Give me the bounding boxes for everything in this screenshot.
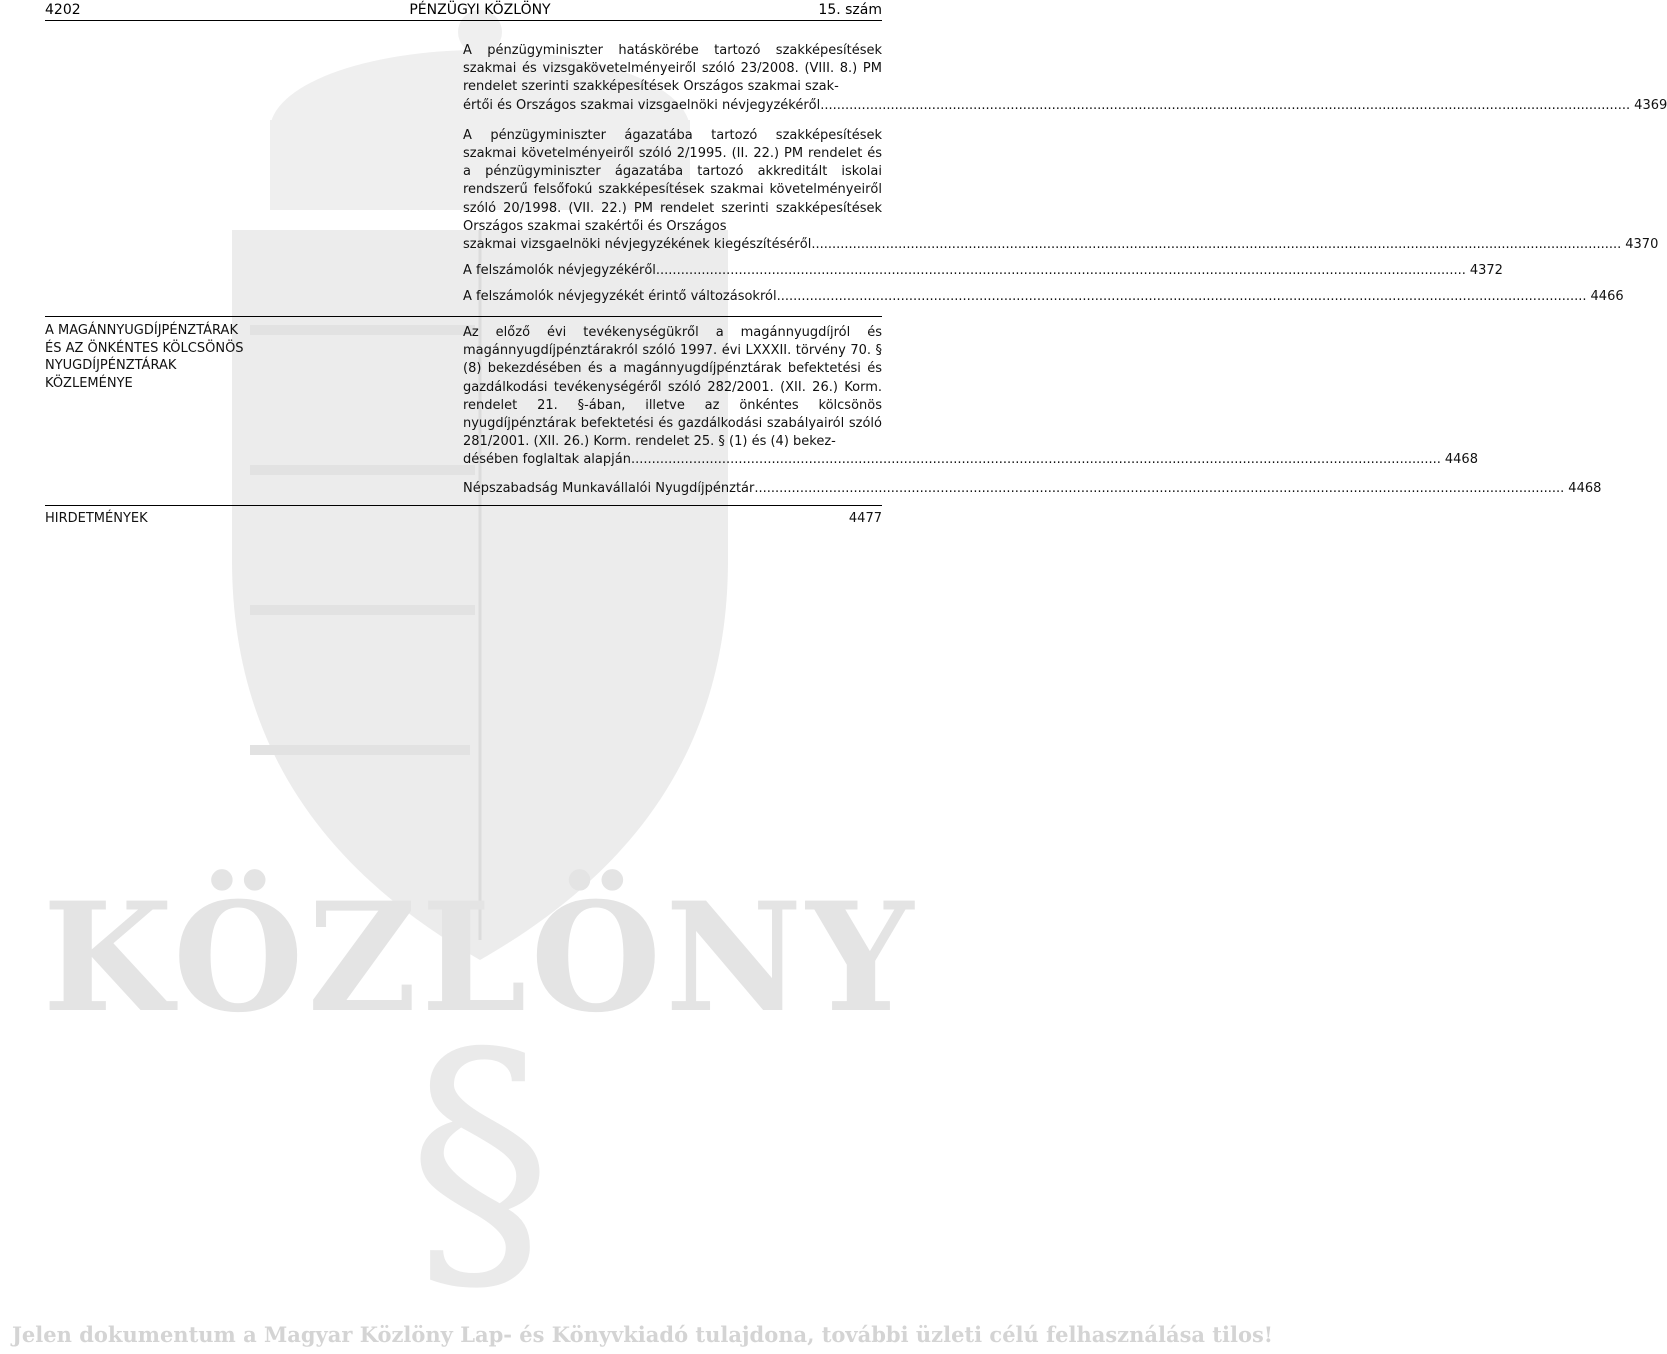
toc-entry[interactable]	[463, 42, 1667, 115]
toc-page-ref: 4466	[1590, 289, 1624, 305]
toc-entry[interactable]	[463, 288, 1624, 306]
toc-page-ref: 4372	[1469, 263, 1503, 279]
page-header	[0, 0, 882, 24]
toc-page-ref: 4370	[1625, 237, 1659, 253]
dot-leader	[777, 288, 1587, 306]
paragraph-sign-icon: §	[407, 992, 553, 1329]
toc-entry-last-line: szakmai vizsgaelnöki névjegyzékének kiegészítéséről	[463, 237, 812, 253]
toc-entry-text: A pénzügyminiszter hatáskörébe tartozó szakképesítések szakmai és vizsgakövetelményeiről szóló 23/2008. (VIII. 8.) PM rendelet szerinti szakképesítések Országos szakmai szak-	[463, 43, 882, 95]
dot-leader	[656, 262, 1466, 280]
dot-leader	[820, 97, 1630, 115]
toc-top	[463, 42, 1667, 315]
dot-leader	[631, 451, 1441, 469]
toc-entry-text: A pénzügyminiszter ágazatába tartozó szakképesítések szakmai követelményeiről szóló 2/1995. (II. 22.) PM rendelet és a pénzügyminiszter ágazatába tartozó akkreditált iskolai rendszerű felsőfokú szakképesítések szakmai követelményeiről szóló 20/1998. (VII. 22.) PM rendelet szerinti szakképesítések Országos szakmai szakértői és Országos	[463, 127, 882, 234]
toc-entry[interactable]	[463, 324, 1478, 470]
toc-entry-last-line: értői és Országos szakmai vizsgaelnöki névjegyzékéről	[463, 97, 821, 113]
dot-leader	[811, 236, 1621, 254]
section-title-notices: HIRDETMÉNYEK	[45, 511, 148, 526]
toc-entry-leader	[463, 480, 1602, 498]
toc-pension	[463, 324, 1602, 506]
section-notices[interactable]	[45, 511, 882, 526]
section-rule	[45, 316, 882, 317]
toc-entry-text: Az előző évi tevékenységükről a magánnyugdíjról és magánnyugdíjpénztárakról szóló 1997. évi LXXXII. törvény 70. § (8) bekezdésében és a magánnyugdíjpénztárak befektetési és gazdálkodási tevékenységéről szóló 282/2001. (XII. 26.) Korm. rendelet 21. §-ában, illetve az önkéntes kölcsönös nyugdíjpénztárak befektetési és gazdálkodási szabályairól szóló 281/2001. (XII. 26.) Korm. rendelet 25. § (1) és (4) bekez-	[463, 325, 882, 450]
section-rule	[45, 505, 882, 506]
toc-entry-last-line: Népszabadság Munkavállalói Nyugdíjpénztár	[463, 480, 755, 496]
toc-entry-leader	[463, 97, 1667, 115]
toc-page-ref: 4468	[1444, 452, 1478, 468]
toc-entry[interactable]	[463, 480, 1602, 498]
dot-leader	[754, 480, 1564, 498]
ownership-notice: Jelen dokumentum a Magyar Közlöny Lap- és Könyvkiadó tulajdona, további üzleti célú felhasználása tilos!	[12, 1322, 1274, 1347]
toc-entry-leader	[463, 288, 1624, 306]
toc-page-ref: 4468	[1568, 480, 1602, 496]
toc-entry-last-line: désében foglaltak alapján	[463, 452, 631, 468]
header-rule	[45, 20, 882, 21]
toc-entry-leader	[463, 262, 1503, 280]
toc-entry-leader	[463, 451, 1478, 469]
toc-entry-last-line: A felszámolók névjegyzékéről	[463, 263, 656, 279]
kozlony-watermark: KÖZLÖNY	[42, 870, 918, 1046]
toc-entry[interactable]	[463, 127, 1659, 254]
section-title-pension: A MAGÁNNYUGDÍJPÉNZTÁRAK ÉS AZ ÖNKÉNTES KÖLCSÖNÖS NYUGDÍJPÉNZTÁRAK KÖZLEMÉNYE	[45, 323, 244, 391]
publication-title: PÉNZÜGYI KÖZLÖNY	[409, 2, 551, 18]
issue-number: 15. szám	[818, 2, 882, 18]
toc-entry-leader	[463, 236, 1659, 254]
toc-entry[interactable]	[463, 262, 1503, 280]
toc-entry-last-line: A felszámolók névjegyzékét érintő változásokról	[463, 289, 777, 305]
toc-page-ref: 4369	[1634, 97, 1667, 113]
page-number: 4202	[45, 2, 81, 18]
toc-page-ref: 4477	[848, 511, 882, 526]
